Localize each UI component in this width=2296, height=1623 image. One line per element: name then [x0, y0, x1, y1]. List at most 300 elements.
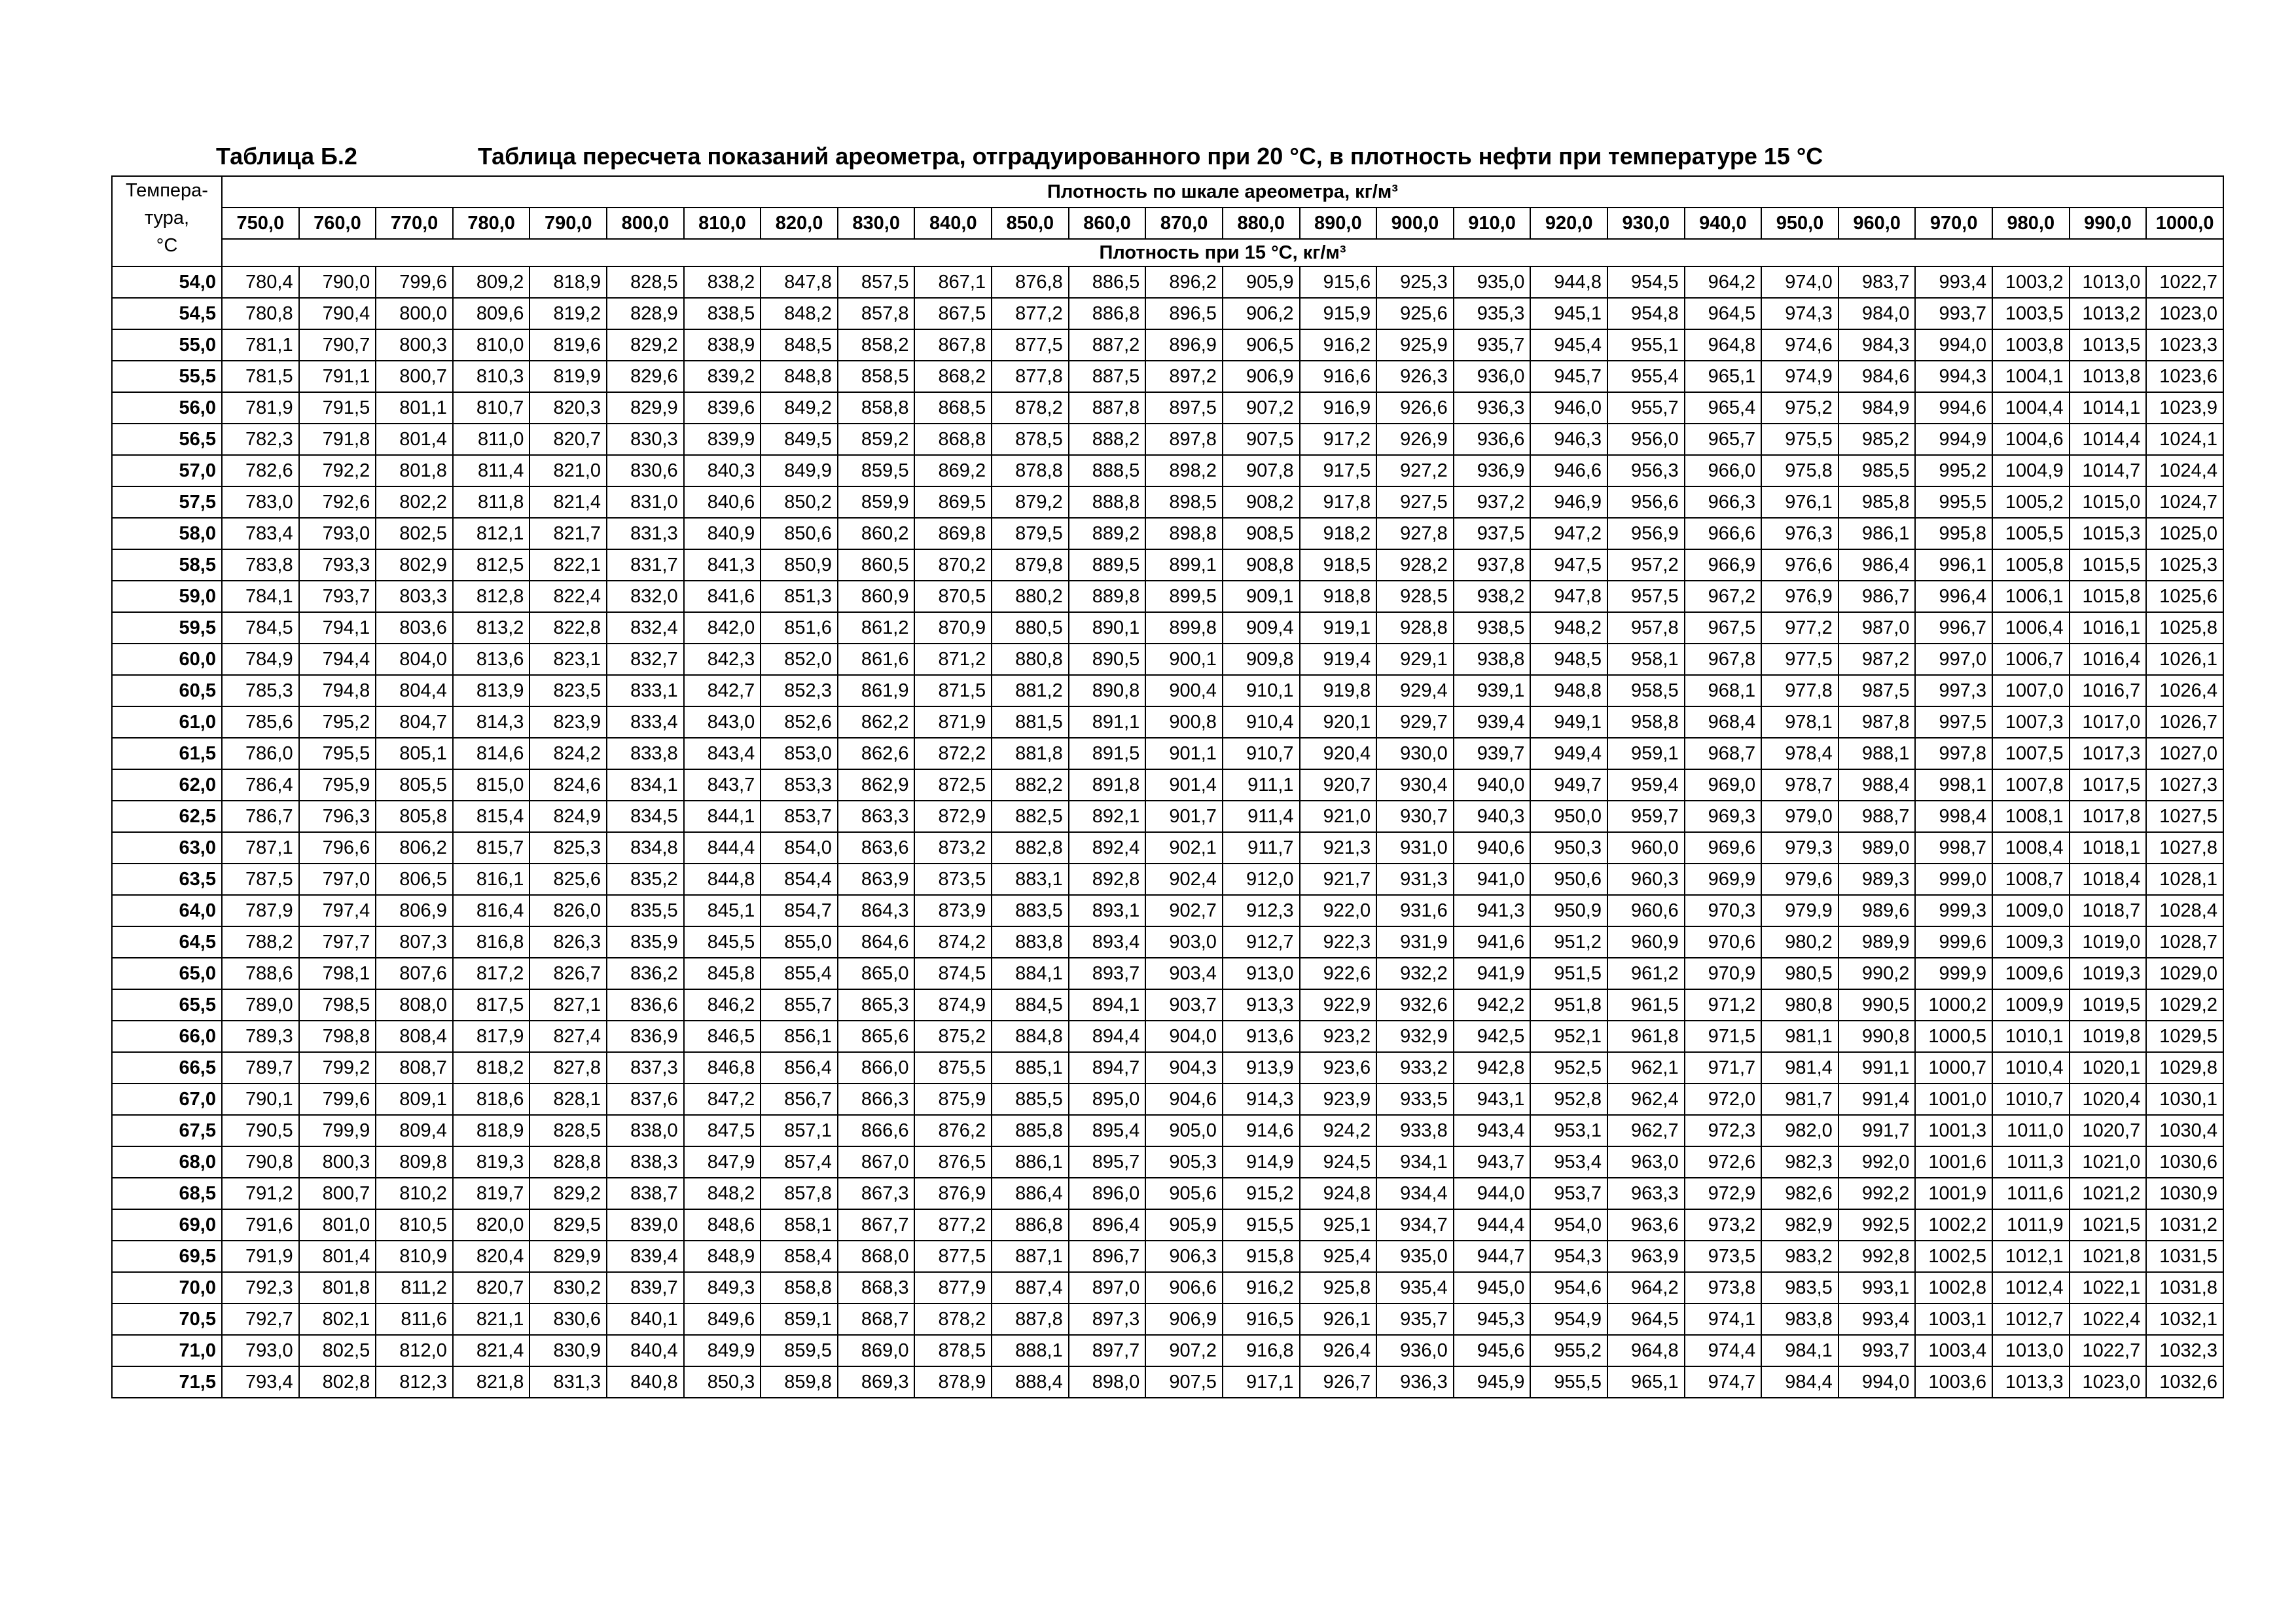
density-cell: 926,3	[1376, 361, 1454, 392]
density-cell: 791,9	[222, 1241, 299, 1272]
density-cell: 1031,5	[2146, 1241, 2223, 1272]
density-cell: 840,8	[607, 1366, 684, 1398]
density-cell: 913,6	[1223, 1021, 1300, 1052]
density-cell: 985,5	[1839, 455, 1916, 486]
density-cell: 991,7	[1839, 1115, 1916, 1146]
density-cell: 859,5	[838, 455, 915, 486]
density-cell: 954,3	[1530, 1241, 1607, 1272]
density-cell: 960,9	[1607, 926, 1685, 958]
density-cell: 1016,4	[2070, 644, 2147, 675]
density-cell: 1012,1	[1992, 1241, 2070, 1272]
density-cell: 961,5	[1607, 989, 1685, 1021]
density-cell: 785,6	[222, 706, 299, 738]
density-cell: 953,1	[1530, 1115, 1607, 1146]
density-cell: 782,6	[222, 455, 299, 486]
density-cell: 939,4	[1454, 706, 1531, 738]
table-row	[112, 424, 2223, 455]
density-cell: 1022,7	[2070, 1335, 2147, 1366]
density-cell: 1024,1	[2146, 424, 2223, 455]
temperature-header	[112, 176, 222, 266]
density-cell: 936,0	[1454, 361, 1531, 392]
density-cell: 1025,3	[2146, 549, 2223, 581]
density-cell: 868,3	[838, 1272, 915, 1304]
density-cell: 809,1	[376, 1084, 453, 1115]
density-cell: 810,0	[453, 329, 530, 361]
table-row	[112, 1209, 2223, 1241]
temperature-cell: 60,5	[112, 675, 222, 706]
density-cell: 999,3	[1915, 895, 1992, 926]
density-cell: 898,2	[1145, 455, 1223, 486]
density-cell: 851,6	[761, 612, 838, 644]
header-row-group	[112, 176, 2223, 208]
density-cell: 995,8	[1915, 518, 1992, 549]
density-cell: 809,6	[453, 298, 530, 329]
density-cell: 815,0	[453, 769, 530, 801]
density-cell: 952,8	[1530, 1084, 1607, 1115]
density-cell: 865,3	[838, 989, 915, 1021]
density-cell: 833,1	[607, 675, 684, 706]
density-cell: 1018,4	[2070, 864, 2147, 895]
density-cell: 787,9	[222, 895, 299, 926]
density-cell: 998,1	[1915, 769, 1992, 801]
density-cell: 966,3	[1685, 486, 1762, 518]
density-cell: 1017,8	[2070, 801, 2147, 832]
density-cell: 817,9	[453, 1021, 530, 1052]
density-cell: 811,8	[453, 486, 530, 518]
density-cell: 800,3	[376, 329, 453, 361]
density-cell: 996,7	[1915, 612, 1992, 644]
density-cell: 1003,8	[1992, 329, 2070, 361]
density-cell: 864,3	[838, 895, 915, 926]
density-cell: 804,0	[376, 644, 453, 675]
density-cell: 797,7	[299, 926, 376, 958]
header-row-columns	[112, 208, 2223, 239]
density-cell: 972,6	[1685, 1146, 1762, 1178]
density-cell: 935,4	[1376, 1272, 1454, 1304]
density-cell: 802,2	[376, 486, 453, 518]
density-cell: 877,2	[992, 298, 1069, 329]
density-cell: 843,7	[684, 769, 761, 801]
density-cell: 1008,7	[1992, 864, 2070, 895]
temperature-cell: 67,5	[112, 1115, 222, 1146]
density-cell: 1018,1	[2070, 832, 2147, 864]
density-cell: 879,2	[992, 486, 1069, 518]
density-cell: 939,1	[1454, 675, 1531, 706]
column-header: 910,0	[1454, 208, 1531, 239]
density-cell: 793,3	[299, 549, 376, 581]
density-cell: 973,2	[1685, 1209, 1762, 1241]
density-cell: 925,6	[1376, 298, 1454, 329]
density-cell: 810,7	[453, 392, 530, 424]
density-cell: 966,0	[1685, 455, 1762, 486]
density-cell: 965,4	[1685, 392, 1762, 424]
density-cell: 832,0	[607, 581, 684, 612]
density-cell: 893,4	[1069, 926, 1146, 958]
density-cell: 916,5	[1223, 1304, 1300, 1335]
density-cell: 860,9	[838, 581, 915, 612]
density-cell: 781,5	[222, 361, 299, 392]
density-cell: 897,7	[1069, 1335, 1146, 1366]
density-cell: 825,6	[529, 864, 607, 895]
density-cell: 888,4	[992, 1366, 1069, 1398]
density-cell: 951,2	[1530, 926, 1607, 958]
density-cell: 816,4	[453, 895, 530, 926]
density-cell: 852,3	[761, 675, 838, 706]
density-cell: 878,9	[914, 1366, 992, 1398]
column-header: 860,0	[1069, 208, 1146, 239]
density-cell: 970,6	[1685, 926, 1762, 958]
density-cell: 800,7	[376, 361, 453, 392]
density-cell: 1020,4	[2070, 1084, 2147, 1115]
density-cell: 986,4	[1839, 549, 1916, 581]
density-cell: 929,1	[1376, 644, 1454, 675]
density-cell: 791,5	[299, 392, 376, 424]
column-header: 840,0	[914, 208, 992, 239]
density-cell: 892,1	[1069, 801, 1146, 832]
density-cell: 932,2	[1376, 958, 1454, 989]
density-cell: 839,0	[607, 1209, 684, 1241]
density-cell: 990,5	[1839, 989, 1916, 1021]
density-cell: 799,2	[299, 1052, 376, 1084]
density-cell: 916,2	[1300, 329, 1377, 361]
density-cell: 789,0	[222, 989, 299, 1021]
density-cell: 849,5	[761, 424, 838, 455]
density-cell: 974,3	[1761, 298, 1839, 329]
table-row	[112, 644, 2223, 675]
density-cell: 879,8	[992, 549, 1069, 581]
density-cell: 810,2	[376, 1178, 453, 1209]
density-cell: 925,8	[1300, 1272, 1377, 1304]
table-row	[112, 926, 2223, 958]
density-cell: 818,9	[453, 1115, 530, 1146]
density-cell: 994,3	[1915, 361, 1992, 392]
density-cell: 847,5	[684, 1115, 761, 1146]
density-cell: 835,5	[607, 895, 684, 926]
density-cell: 802,9	[376, 549, 453, 581]
density-cell: 899,1	[1145, 549, 1223, 581]
density-cell: 989,0	[1839, 832, 1916, 864]
density-cell: 867,1	[914, 266, 992, 298]
density-cell: 941,6	[1454, 926, 1531, 958]
density-cell: 820,3	[529, 392, 607, 424]
density-cell: 1008,4	[1992, 832, 2070, 864]
density-cell: 905,9	[1145, 1209, 1223, 1241]
column-header: 830,0	[838, 208, 915, 239]
density-cell: 982,3	[1761, 1146, 1839, 1178]
density-cell: 942,8	[1454, 1052, 1531, 1084]
density-cell: 802,5	[376, 518, 453, 549]
table-row	[112, 266, 2223, 298]
density-cell: 794,8	[299, 675, 376, 706]
density-cell: 1015,0	[2070, 486, 2147, 518]
density-cell: 903,7	[1145, 989, 1223, 1021]
density-cell: 896,4	[1069, 1209, 1146, 1241]
density-cell: 808,7	[376, 1052, 453, 1084]
density-cell: 885,5	[992, 1084, 1069, 1115]
density-cell: 962,7	[1607, 1115, 1685, 1146]
density-cell: 979,3	[1761, 832, 1839, 864]
column-header: 880,0	[1223, 208, 1300, 239]
density-cell: 898,0	[1069, 1366, 1146, 1398]
density-cell: 911,4	[1223, 801, 1300, 832]
density-cell: 904,6	[1145, 1084, 1223, 1115]
density-cell: 1014,1	[2070, 392, 2147, 424]
density-cell: 840,4	[607, 1335, 684, 1366]
column-header: 990,0	[2070, 208, 2147, 239]
temperature-cell: 69,0	[112, 1209, 222, 1241]
density-cell: 1028,1	[2146, 864, 2223, 895]
density-cell: 1004,6	[1992, 424, 2070, 455]
density-cell: 960,3	[1607, 864, 1685, 895]
density-cell: 988,4	[1839, 769, 1916, 801]
density-cell: 1000,5	[1915, 1021, 1992, 1052]
density-cell: 783,8	[222, 549, 299, 581]
density-cell: 947,8	[1530, 581, 1607, 612]
density-cell: 826,7	[529, 958, 607, 989]
density-cell: 1021,0	[2070, 1146, 2147, 1178]
density-cell: 884,8	[992, 1021, 1069, 1052]
density-cell: 948,8	[1530, 675, 1607, 706]
density-cell: 989,9	[1839, 926, 1916, 958]
density-cell: 829,2	[607, 329, 684, 361]
density-cell: 969,3	[1685, 801, 1762, 832]
density-cell: 848,6	[684, 1209, 761, 1241]
density-cell: 984,9	[1839, 392, 1916, 424]
density-cell: 915,9	[1300, 298, 1377, 329]
density-cell: 988,1	[1839, 738, 1916, 769]
density-cell: 819,9	[529, 361, 607, 392]
density-cell: 792,7	[222, 1304, 299, 1335]
density-cell: 998,7	[1915, 832, 1992, 864]
density-cell: 976,1	[1761, 486, 1839, 518]
density-cell: 829,2	[529, 1178, 607, 1209]
column-header: 870,0	[1145, 208, 1223, 239]
density-cell: 800,7	[299, 1178, 376, 1209]
header-row-subheader	[112, 239, 2223, 266]
density-cell: 991,1	[1839, 1052, 1916, 1084]
density-cell: 903,4	[1145, 958, 1223, 989]
density-cell: 862,6	[838, 738, 915, 769]
density-cell: 828,5	[529, 1115, 607, 1146]
density-cell: 1006,7	[1992, 644, 2070, 675]
density-cell: 831,3	[607, 518, 684, 549]
density-cell: 906,5	[1223, 329, 1300, 361]
density-cell: 861,2	[838, 612, 915, 644]
density-cell: 830,9	[529, 1335, 607, 1366]
density-cell: 894,7	[1069, 1052, 1146, 1084]
density-cell: 887,4	[992, 1272, 1069, 1304]
density-cell: 812,5	[453, 549, 530, 581]
density-cell: 845,8	[684, 958, 761, 989]
temperature-cell: 59,5	[112, 612, 222, 644]
density-cell: 943,1	[1454, 1084, 1531, 1115]
density-cell: 974,6	[1761, 329, 1839, 361]
density-cell: 811,2	[376, 1272, 453, 1304]
density-cell: 863,9	[838, 864, 915, 895]
density-cell: 848,5	[761, 329, 838, 361]
density-cell: 950,3	[1530, 832, 1607, 864]
density-cell: 798,1	[299, 958, 376, 989]
density-cell: 941,0	[1454, 864, 1531, 895]
density-cell: 985,8	[1839, 486, 1916, 518]
table-row	[112, 549, 2223, 581]
density-cell: 918,5	[1300, 549, 1377, 581]
density-cell: 974,7	[1685, 1366, 1762, 1398]
temperature-cell: 54,0	[112, 266, 222, 298]
density-cell: 923,2	[1300, 1021, 1377, 1052]
density-cell: 973,8	[1685, 1272, 1762, 1304]
density-cell: 925,1	[1300, 1209, 1377, 1241]
density-cell: 1006,4	[1992, 612, 2070, 644]
density-cell: 857,5	[838, 266, 915, 298]
density-cell: 945,1	[1530, 298, 1607, 329]
density-cell: 796,6	[299, 832, 376, 864]
density-cell: 905,0	[1145, 1115, 1223, 1146]
density-cell: 1009,9	[1992, 989, 2070, 1021]
density-cell: 883,5	[992, 895, 1069, 926]
density-cell: 839,2	[684, 361, 761, 392]
density-cell: 834,5	[607, 801, 684, 832]
density-cell: 867,8	[914, 329, 992, 361]
density-cell: 896,2	[1145, 266, 1223, 298]
density-cell: 1020,7	[2070, 1115, 2147, 1146]
density-cell: 978,1	[1761, 706, 1839, 738]
temperature-cell: 54,5	[112, 298, 222, 329]
density-cell: 943,4	[1454, 1115, 1531, 1146]
density-cell: 819,6	[529, 329, 607, 361]
density-cell: 907,2	[1145, 1335, 1223, 1366]
density-cell: 917,1	[1223, 1366, 1300, 1398]
density-cell: 832,4	[607, 612, 684, 644]
density-cell: 1021,5	[2070, 1209, 2147, 1241]
density-cell: 953,7	[1530, 1178, 1607, 1209]
table-row	[112, 989, 2223, 1021]
density-cell: 1009,3	[1992, 926, 2070, 958]
density-cell: 864,6	[838, 926, 915, 958]
density-cell: 886,8	[1069, 298, 1146, 329]
table-row	[112, 1084, 2223, 1115]
density-cell: 850,9	[761, 549, 838, 581]
density-cell: 1029,5	[2146, 1021, 2223, 1052]
density-cell: 846,8	[684, 1052, 761, 1084]
density-cell: 962,4	[1607, 1084, 1685, 1115]
density-cell: 837,3	[607, 1052, 684, 1084]
density-cell: 820,7	[529, 424, 607, 455]
density-cell: 1003,2	[1992, 266, 2070, 298]
density-cell: 839,4	[607, 1241, 684, 1272]
density-cell: 823,1	[529, 644, 607, 675]
density-cell: 964,5	[1607, 1304, 1685, 1335]
density-cell: 1030,4	[2146, 1115, 2223, 1146]
density-cell: 872,9	[914, 801, 992, 832]
density-cell: 868,7	[838, 1304, 915, 1335]
density-cell: 919,4	[1300, 644, 1377, 675]
density-cell: 901,7	[1145, 801, 1223, 832]
density-cell: 919,1	[1300, 612, 1377, 644]
density-cell: 816,1	[453, 864, 530, 895]
density-cell: 834,8	[607, 832, 684, 864]
density-cell: 936,6	[1454, 424, 1531, 455]
density-cell: 1026,4	[2146, 675, 2223, 706]
density-cell: 934,4	[1376, 1178, 1454, 1209]
density-cell: 949,7	[1530, 769, 1607, 801]
density-cell: 1015,3	[2070, 518, 2147, 549]
density-cell: 954,5	[1607, 266, 1685, 298]
density-cell: 1000,2	[1915, 989, 1992, 1021]
density-cell: 1023,9	[2146, 392, 2223, 424]
density-cell: 844,8	[684, 864, 761, 895]
density-cell: 969,9	[1685, 864, 1762, 895]
density-cell: 940,0	[1454, 769, 1531, 801]
density-cell: 984,6	[1839, 361, 1916, 392]
density-cell: 918,8	[1300, 581, 1377, 612]
density-cell: 790,7	[299, 329, 376, 361]
density-cell: 1011,9	[1992, 1209, 2070, 1241]
density-cell: 829,9	[607, 392, 684, 424]
density-cell: 997,3	[1915, 675, 1992, 706]
density-cell: 811,6	[376, 1304, 453, 1335]
density-cell: 791,6	[222, 1209, 299, 1241]
density-cell: 785,3	[222, 675, 299, 706]
density-cell: 857,1	[761, 1115, 838, 1146]
density-cell: 819,7	[453, 1178, 530, 1209]
density-cell: 883,1	[992, 864, 1069, 895]
density-cell: 945,6	[1454, 1335, 1531, 1366]
density-cell: 924,8	[1300, 1178, 1377, 1209]
density-cell: 963,6	[1607, 1209, 1685, 1241]
density-cell: 786,4	[222, 769, 299, 801]
temperature-cell: 68,0	[112, 1146, 222, 1178]
density-cell: 946,0	[1530, 392, 1607, 424]
density-cell: 867,0	[838, 1146, 915, 1178]
temperature-cell: 66,0	[112, 1021, 222, 1052]
density-cell: 977,2	[1761, 612, 1839, 644]
temperature-cell: 69,5	[112, 1241, 222, 1272]
density-cell: 789,3	[222, 1021, 299, 1052]
density-cell: 875,9	[914, 1084, 992, 1115]
density-cell: 870,9	[914, 612, 992, 644]
density-cell: 818,6	[453, 1084, 530, 1115]
temperature-cell: 71,0	[112, 1335, 222, 1366]
density-cell: 844,4	[684, 832, 761, 864]
density-cell: 830,2	[529, 1272, 607, 1304]
density-cell: 824,9	[529, 801, 607, 832]
density-cell: 784,9	[222, 644, 299, 675]
density-cell: 967,8	[1685, 644, 1762, 675]
density-cell: 811,4	[453, 455, 530, 486]
density-cell: 999,6	[1915, 926, 1992, 958]
density-cell: 941,3	[1454, 895, 1531, 926]
density-cell: 994,9	[1915, 424, 1992, 455]
density-cell: 907,5	[1223, 424, 1300, 455]
density-cell: 997,8	[1915, 738, 1992, 769]
density-cell: 909,1	[1223, 581, 1300, 612]
density-cell: 999,9	[1915, 958, 1992, 989]
density-cell: 981,4	[1761, 1052, 1839, 1084]
density-cell: 1021,8	[2070, 1241, 2147, 1272]
density-cell: 885,1	[992, 1052, 1069, 1084]
density-cell: 969,0	[1685, 769, 1762, 801]
density-cell: 1005,5	[1992, 518, 2070, 549]
density-cell: 780,4	[222, 266, 299, 298]
density-cell: 848,8	[761, 361, 838, 392]
density-cell: 861,6	[838, 644, 915, 675]
density-cell: 930,4	[1376, 769, 1454, 801]
density-cell: 860,5	[838, 549, 915, 581]
density-cell: 897,3	[1069, 1304, 1146, 1335]
density-cell: 1002,5	[1915, 1241, 1992, 1272]
density-cell: 840,6	[684, 486, 761, 518]
